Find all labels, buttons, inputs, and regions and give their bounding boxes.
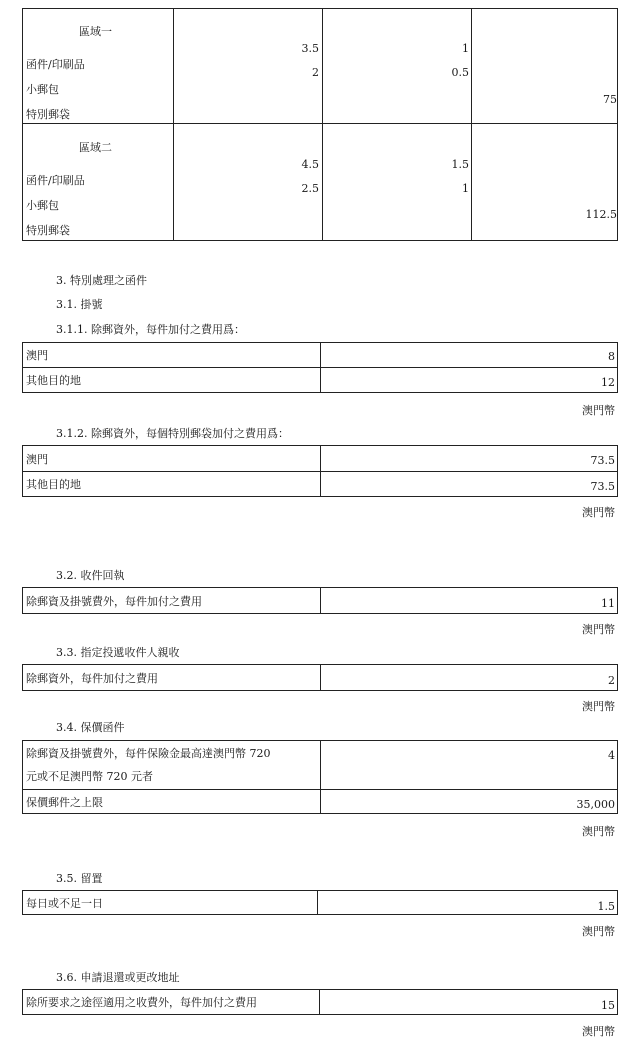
table-row-label: 保價郵件之上限 [26, 796, 103, 809]
zone-row-1 [22, 8, 618, 124]
zone-value: 1 [462, 182, 469, 195]
section-heading: 3.2. 收件回執 [56, 569, 125, 582]
zone-value: 1 [462, 42, 469, 55]
table-row-value: 4 [608, 749, 615, 762]
zone-row-2 [22, 123, 618, 241]
currency-unit: 澳門幣 [582, 700, 615, 713]
table-row-label: 除郵資及掛號費外，每件保險金最高達澳門幣 720 [26, 747, 271, 760]
fee-table-3-5 [22, 890, 618, 915]
section-heading: 3.5. 留置 [56, 872, 103, 885]
zone-item: 小郵包 [26, 83, 59, 96]
zone-value: 3.5 [301, 42, 319, 55]
section-heading: 3.1. 掛號 [56, 298, 103, 311]
zone-item: 特別郵袋 [26, 224, 70, 237]
table-row-label: 澳門 [26, 453, 48, 466]
zone-item: 函件/印刷品 [26, 174, 85, 187]
fee-table-3-1-1 [22, 342, 618, 393]
zone-value: 2.5 [301, 182, 319, 195]
table-row-label: 除所要求之途徑適用之收費外，每件加付之費用 [26, 996, 257, 1009]
fee-table-3-3 [22, 664, 618, 691]
table-row-label: 除郵資外，每件加付之費用 [26, 672, 158, 685]
table-row-value: 2 [608, 674, 615, 687]
section-heading: 3.4. 保價函件 [56, 721, 125, 734]
zone-value: 4.5 [301, 158, 319, 171]
zone-value: 1.5 [451, 158, 469, 171]
zone-title: 區域二 [79, 141, 112, 154]
zone-value: 2 [312, 66, 319, 79]
table-row-value: 73.5 [590, 454, 615, 467]
table-row-label: 除郵資及掛號費外，每件加付之費用 [26, 595, 202, 608]
table-row-label: 每日或不足一日 [26, 897, 103, 910]
table-row-label: 其他目的地 [26, 478, 81, 491]
zone-value: 0.5 [451, 66, 469, 79]
section-heading: 3. 特別處理之函件 [56, 274, 147, 287]
zone-item: 函件/印刷品 [26, 58, 85, 71]
fee-table-3-6 [22, 989, 618, 1015]
currency-unit: 澳門幣 [582, 1025, 615, 1038]
zone-value: 112.5 [585, 208, 617, 221]
currency-unit: 澳門幣 [582, 925, 615, 938]
zone-value: 75 [603, 93, 617, 106]
table-row-value: 1.5 [597, 900, 615, 913]
section-heading: 3.6. 申請退還或更改地址 [56, 971, 180, 984]
zone-item: 小郵包 [26, 199, 59, 212]
table-row-value: 73.5 [590, 480, 615, 493]
section-heading: 3.1.2. 除郵資外，每個特別郵袋加付之費用爲： [56, 427, 289, 440]
zone-title: 區域一 [79, 25, 112, 38]
zone-item: 特別郵袋 [26, 108, 70, 121]
currency-unit: 澳門幣 [582, 825, 615, 838]
table-row-label: 元或不足澳門幣 720 元者 [26, 770, 153, 783]
currency-unit: 澳門幣 [582, 506, 615, 519]
table-row-value: 11 [601, 597, 615, 610]
table-row-value: 35,000 [576, 798, 615, 811]
currency-unit: 澳門幣 [582, 404, 615, 417]
table-row-label: 澳門 [26, 349, 48, 362]
fee-table-3-2 [22, 587, 618, 614]
currency-unit: 澳門幣 [582, 623, 615, 636]
table-row-value: 12 [601, 376, 615, 389]
section-heading: 3.3. 指定投遞收件人親收 [56, 646, 180, 659]
table-row-value: 15 [601, 999, 615, 1012]
fee-table-3-1-2 [22, 445, 618, 497]
table-row-label: 其他目的地 [26, 374, 81, 387]
section-heading: 3.1.1. 除郵資外，每件加付之費用爲： [56, 323, 245, 336]
table-row-value: 8 [608, 350, 615, 363]
fee-table-3-4 [22, 740, 618, 814]
